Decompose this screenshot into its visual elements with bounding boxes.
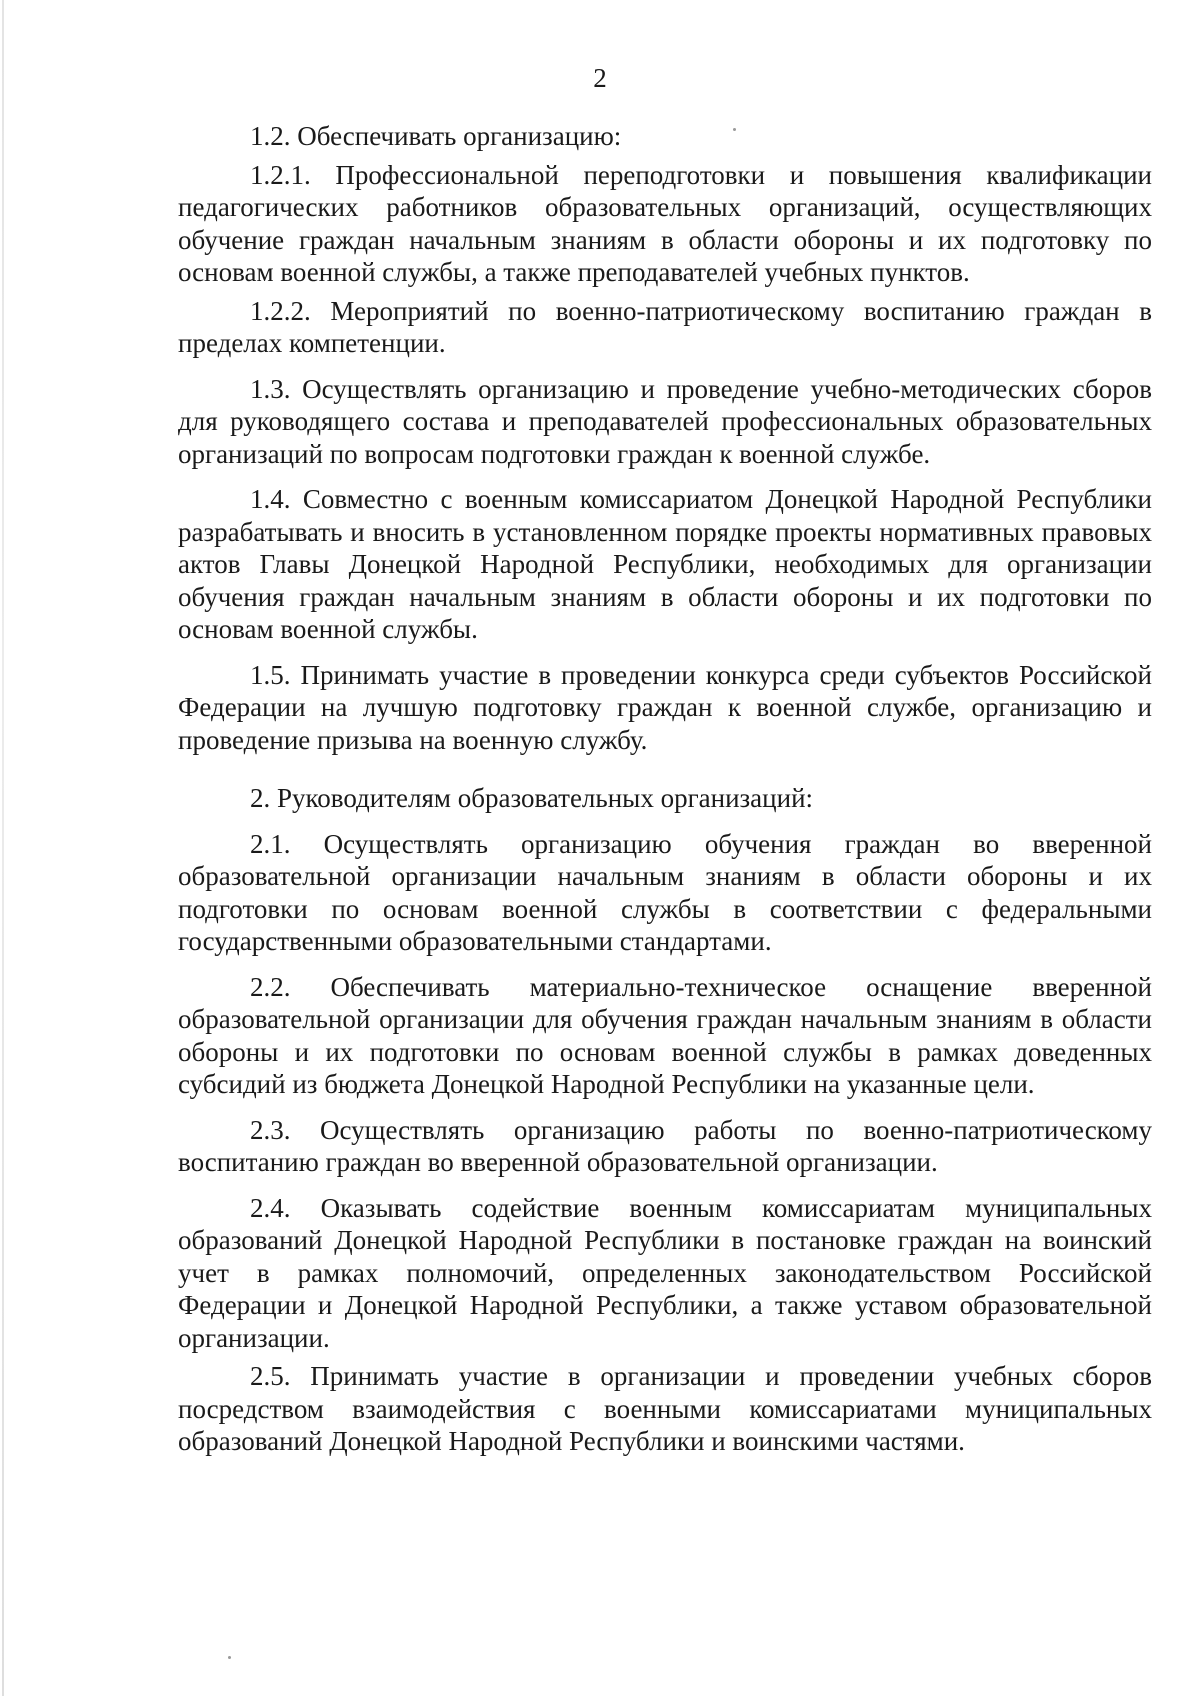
paragraph-1-2-2: 1.2.2. Мероприятий по военно-патриотическому воспитанию граждан в пределах компетенции. — [178, 295, 1152, 358]
paragraph-2: 2. Руководителям образовательных организаций: — [250, 783, 814, 813]
scan-speck — [733, 128, 736, 131]
paragraph-1-2-1: 1.2.1. Профессиональной переподготовки и повышения квалификации педагогических работников образовательных организаций, осуществляющих обучение граждан начальным знаниям в области обороны и их подготовку по основам военной службы, а также преподавателей учебных пунктов. — [178, 159, 1152, 287]
document-body — [178, 120, 1152, 1458]
page-number: 2 — [593, 63, 607, 93]
paragraph-2-2: 2.2. Обеспечивать материально-техническое оснащение вверенной образовательной организации для обучения граждан начальным знаниям в области обороны и их подготовки по основам военной службы в рамках доведенных субсидий из бюджета Донецкой Народной Республики на указанные цели. — [178, 971, 1152, 1099]
paragraph-2-4: 2.4. Оказывать содействие военным комиссариатам муниципальных образований Донецкой Народной Республики в постановке граждан на воинский учет в рамках полномочий, определенных законодательством Российской Федерации и Донецкой Народной Республики, а также уставом образовательной организации. — [178, 1192, 1152, 1353]
scan-speck — [228, 1656, 231, 1659]
paragraph-2-1: 2.1. Осуществлять организацию обучения граждан во вверенной образовательной организации начальным знаниям в области обороны и их подготовки по основам военной службы в соответствии с федеральными государственными образовательными стандартами. — [178, 828, 1152, 956]
paragraph-1-5: 1.5. Принимать участие в проведении конкурса среди субъектов Российской Федерации на лучшую подготовку граждан к военной службе, организацию и проведение призыва на военную службу. — [178, 659, 1152, 755]
scan-edge — [2, 0, 4, 1696]
paragraph-2-5: 2.5. Принимать участие в организации и проведении учебных сборов посредством взаимодействия с военными комиссариатами муниципальных образований Донецкой Народной Республики и воинскими частями. — [178, 1361, 1152, 1456]
paragraph-2-3: 2.3. Осуществлять организацию работы по военно-патриотическому воспитанию граждан во вверенной образовательной организации. — [178, 1114, 1152, 1177]
paragraph-1-2: 1.2. Обеспечивать организацию: — [250, 121, 622, 151]
paragraph-1-3: 1.3. Осуществлять организацию и проведение учебно-методических сборов для руководящего состава и преподавателей профессиональных образовательных организаций по вопросам подготовки граждан к военной службе. — [178, 373, 1152, 469]
paragraph-1-4: 1.4. Совместно с военным комиссариатом Донецкой Народной Республики разрабатывать и вносить в установленном порядке проекты нормативных правовых актов Главы Донецкой Народной Республики, необходимых для организации обучения граждан начальным знаниям в области обороны и их подготовки по основам военной службы. — [178, 484, 1152, 644]
